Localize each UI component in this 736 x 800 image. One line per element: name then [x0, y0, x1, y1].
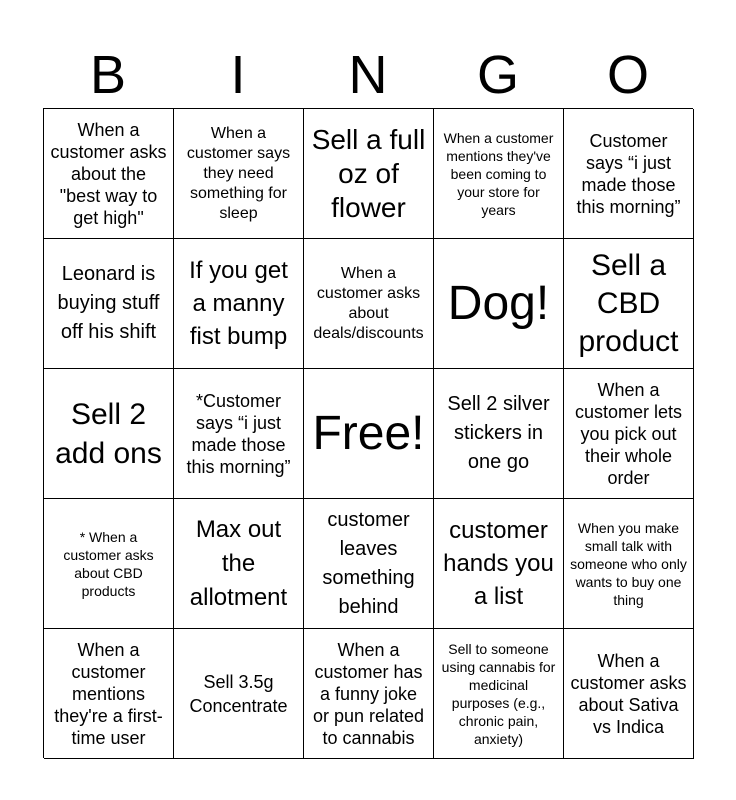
cell-text: *Customer says “i just made those this morning”: [186, 390, 291, 477]
bingo-cell[interactable]: [174, 629, 304, 759]
bingo-cell[interactable]: [174, 109, 304, 239]
cell-text: Sell 2 silver stickers in one go: [447, 393, 550, 473]
bingo-cell[interactable]: [564, 629, 694, 759]
cell-text: When you make small talk with someone who only wants to buy one thing: [570, 519, 687, 608]
bingo-cell[interactable]: [304, 499, 434, 629]
bingo-cell[interactable]: [44, 369, 174, 499]
cell-text: If you get a manny fist bump: [189, 257, 288, 350]
bingo-cell[interactable]: [44, 499, 174, 629]
bingo-cell[interactable]: [434, 499, 564, 629]
bingo-cell[interactable]: [434, 369, 564, 499]
cell-text: Leonard is buying stuff off his shift: [57, 263, 160, 343]
bingo-cell[interactable]: [304, 109, 434, 239]
cell-text: When a customer lets you pick out their whole order: [574, 379, 683, 488]
cell-text: Free!: [312, 406, 425, 460]
header-letter-b: B: [89, 45, 127, 105]
cell-text: Sell 2 add ons: [55, 397, 162, 470]
cell-text: When a customer has a funny joke or pun related to cannabis: [312, 639, 425, 748]
cell-text: Sell 3.5g Concentrate: [189, 671, 288, 716]
cell-text: Customer says “i just made those this morning”: [576, 130, 681, 217]
bingo-cell[interactable]: [174, 369, 304, 499]
cell-text: Max out the allotment: [189, 515, 288, 611]
bingo-cell[interactable]: [434, 239, 564, 369]
bingo-cell[interactable]: [564, 109, 694, 239]
bingo-cell[interactable]: [434, 109, 564, 239]
cell-text: When a customer mentions they're a first-time user: [54, 639, 163, 748]
cell-text: Sell a full oz of flower: [311, 123, 426, 223]
bingo-cell[interactable]: [564, 369, 694, 499]
bingo-board: [43, 108, 693, 758]
bingo-cell[interactable]: [564, 499, 694, 629]
bingo-cell[interactable]: [564, 239, 694, 369]
cell-text: When a customer says they need something for sleep: [186, 124, 291, 222]
bingo-cell[interactable]: [174, 239, 304, 369]
header-letter-i: I: [230, 45, 246, 105]
bingo-cell[interactable]: [44, 109, 174, 239]
bingo-cell[interactable]: [304, 629, 434, 759]
bingo-cell[interactable]: [44, 629, 174, 759]
bingo-header: [43, 42, 693, 108]
cell-text: When a customer asks about deals/discounts: [313, 264, 424, 342]
cell-text: Dog!: [447, 276, 550, 330]
cell-text: customer leaves something behind: [322, 508, 415, 618]
header-letter-g: G: [476, 45, 519, 105]
cell-text: When a customer mentions they've been coming to your store for years: [443, 129, 554, 218]
bingo-cell[interactable]: [304, 239, 434, 369]
bingo-cell[interactable]: [434, 629, 564, 759]
cell-text: Sell to someone using cannabis for medicinal purposes (e.g., chronic pain, anxiety): [441, 640, 556, 747]
cell-text: Sell a CBD product: [578, 248, 679, 358]
cell-text: When a customer asks about the "best way to get high": [50, 119, 167, 228]
bingo-cell[interactable]: [304, 369, 434, 499]
header-letter-n: N: [348, 45, 388, 105]
cell-text: * When a customer asks about CBD products: [63, 528, 154, 599]
bingo-cell[interactable]: [174, 499, 304, 629]
cell-text: When a customer asks about Sativa vs Indica: [570, 650, 687, 737]
header-letter-o: O: [606, 45, 649, 105]
bingo-cell[interactable]: [44, 239, 174, 369]
cell-text: customer hands you a list: [443, 517, 554, 610]
